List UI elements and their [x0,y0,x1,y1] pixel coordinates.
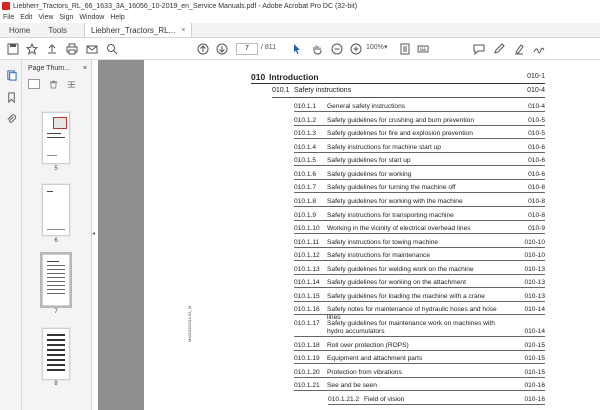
toc-entry[interactable] [294,290,545,302]
toc-entry-page: 010-14 [524,328,545,335]
close-tab-icon[interactable]: × [181,26,186,34]
toc-entry-page: 010-15 [524,355,545,362]
zoom-level[interactable]: 100% [366,44,384,51]
thumbnail-label: 6 [54,238,58,244]
pen-icon[interactable] [492,42,506,56]
toc-entry-number: 010.1.5 [294,157,316,164]
hand-tool-icon[interactable] [310,42,324,56]
tab-tools[interactable]: Tools [48,25,68,35]
previous-page-icon[interactable] [196,42,210,56]
select-cursor-icon[interactable] [290,42,304,56]
toc-entry-number: 010.1.4 [294,144,316,151]
page-thumbnails-icon[interactable] [4,68,18,82]
toc-entry[interactable] [294,168,545,180]
toc-entry[interactable] [294,263,545,275]
next-page-icon[interactable] [215,42,229,56]
toc-entry-page: 010-10 [524,239,545,246]
thumbnail-page[interactable] [42,184,70,236]
toc-entry-title: Safety instructions for towing machine [327,239,439,246]
toc-entry-title: Protection from vibrations [327,369,402,376]
toc-entry-title: Safety guidelines for working with the machine [327,198,463,205]
delete-page-icon[interactable] [48,79,58,89]
main-toolbar [0,38,600,60]
toc-entry-title: Safety guidelines for working on the attachment [327,279,466,286]
thumbnails-toolbar [22,76,91,92]
toc-entry[interactable] [294,303,545,321]
toc-entry-page: 010-4 [528,103,545,110]
thumbnails-title: Page Thum... [28,64,70,72]
star-icon[interactable] [25,42,39,56]
toc-entry-page: 010-16 [524,382,545,389]
toc-entry-number: 010.1.8 [294,198,316,205]
toc-entry-page: 010-6 [528,171,545,178]
search-icon[interactable] [105,42,119,56]
toc-entry-number: 010.1.20 [294,369,320,376]
sign-icon[interactable] [532,42,546,56]
toc-entry[interactable] [294,249,545,261]
comment-icon[interactable] [472,42,486,56]
toc-subentry-title: Field of vision [364,396,405,403]
toc-entry-title: Safety instructions for machine start up [327,144,441,151]
attachment-icon[interactable] [4,112,18,126]
toc-entry-number: 010.1.7 [294,184,316,191]
menu-window[interactable]: Window [79,14,105,21]
toc-section[interactable] [272,86,545,98]
toc-entry-title: Safety guidelines for maintenance work on machines with hydro accumulators [327,320,495,335]
section-title: Safety instructions [294,87,352,94]
toc-entry-title: Safety guidelines for fire and explosion prevention [327,130,473,137]
toc-entry[interactable] [294,339,545,351]
highlight-icon[interactable] [512,42,526,56]
menu-edit[interactable]: Edit [20,14,33,21]
toc-entry-title: Working in the vicinity of electrical overhead lines [327,225,471,232]
close-panel-icon[interactable]: × [82,64,87,72]
toc-entry-number: 010.1.3 [294,130,316,137]
section-number: 010.1 [272,87,290,94]
toc-entry-number: 010.1.19 [294,355,320,362]
toc-entry[interactable] [294,222,545,234]
toc-entry-title: Safety guidelines for welding work on the machine [327,266,474,273]
window-title: Liebherr_Tractors_RL_66_1633_3A_16056_10-2019_en_Service Manuals.pdf - Adobe Acrobat Pro DC (32-bit) [13,2,358,10]
toc-entry-title: Roll over protection (ROPS) [327,342,409,349]
toc-entry-title: Safety guidelines for working [327,171,412,178]
toc-entry[interactable] [294,181,545,193]
thumbnail-label: 7 [54,309,58,315]
toc-entry-title: Safety guidelines for loading the machine with a crane [327,293,485,300]
chapter-number: 010 [251,72,266,82]
toc-entry-page: 010-13 [524,266,545,273]
toc-entry-title: Safety guidelines for crushing and burn prevention [327,117,474,124]
toc-entry[interactable] [294,100,545,112]
toc-entry-page: 010-6 [528,144,545,151]
toc-entry[interactable] [294,236,545,248]
document-viewport[interactable] [98,60,600,410]
page-number-input[interactable]: 7 [236,43,258,55]
toc-entry-title: General safety instructions [327,103,406,110]
toc-entry[interactable] [294,352,545,364]
title-bar [0,0,600,12]
toc-entry-number: 010.1.18 [294,342,320,349]
toc-entry-number: 010.1.10 [294,225,320,232]
chapter-title: Introduction [269,72,319,82]
toc-entry-page: 010-5 [528,117,545,124]
toc-entry-number: 010.1.13 [294,266,320,273]
pdf-page [144,60,600,410]
menu-file[interactable]: File [3,14,15,21]
thumbnails-header [22,60,91,76]
toc-entry-page: 010-8 [528,198,545,205]
toc-entry[interactable] [294,195,545,207]
toc-chapter[interactable] [251,72,545,84]
toc-subentry[interactable] [328,393,545,405]
toc-entry-page: 010-13 [524,293,545,300]
zoom-in-icon[interactable] [349,42,363,56]
toc-entry-page: 010-9 [528,225,545,232]
keyboard-icon[interactable] [416,42,430,56]
collapse-panel-icon[interactable]: ◂ [92,231,96,237]
toc-subentry-page: 010-16 [524,396,545,403]
thumbnail-label: 5 [54,166,58,172]
toc-entry-number: 010.1.12 [294,252,320,259]
save-icon[interactable] [6,42,20,56]
thumbnail-page[interactable] [42,328,70,380]
toc-entry[interactable] [294,154,545,166]
left-rail [0,60,22,410]
zoom-dropdown-icon[interactable]: ▾ [384,44,388,51]
tab-home[interactable]: Home [9,25,31,35]
toc-entry-page: 010-5 [528,130,545,137]
toc-entry-page: 010-6 [528,157,545,164]
menu-view[interactable]: View [38,14,54,21]
thumbnail-page[interactable] [42,112,70,164]
chapter-page: 010-1 [527,73,545,80]
toc-entry-number: 010.1.21 [294,382,320,389]
menu-bar [0,12,600,23]
toc-entry[interactable] [294,276,545,288]
tab-document[interactable] [84,23,192,37]
toc-entry[interactable] [294,317,545,337]
email-icon[interactable] [85,42,99,56]
toc-entry-page: 010-15 [524,342,545,349]
toc-entry-page: 010-8 [528,212,545,219]
thumbnail-page-selected[interactable] [42,254,70,306]
page-total: / 811 [261,44,277,51]
document-side-id: MA0015/2016.03_M [187,305,192,342]
tab-bar [0,23,600,38]
toc-entry[interactable] [294,141,545,153]
page-fit-icon[interactable] [398,42,412,56]
toc-entry-page: 010-13 [524,279,545,286]
toc-entry-page: 010-14 [524,306,545,313]
section-page: 010-4 [527,87,545,94]
toc-entry[interactable] [294,209,545,221]
toc-entry[interactable] [294,114,545,126]
toc-entry-number: 010.1.16 [294,306,320,313]
thumbnail-options-icon[interactable] [28,79,40,89]
toc-entry-title: See and be seen [327,382,377,389]
tab-document-label: Liebherr_Tractors_RL... [91,25,176,35]
toc-entry-number: 010.1.2 [294,117,316,124]
toc-entry-page: 010-15 [524,369,545,376]
page-layout-icon[interactable] [66,79,76,89]
toc-entry-title: Safety instructions for maintenance [327,252,430,259]
toc-entry-number: 010.1.17 [294,320,320,327]
toc-entry-title: Safety notes for maintenance of hydraulic hoses and hose lines [327,306,497,321]
toc-entry[interactable] [294,379,545,391]
upload-icon[interactable] [45,42,59,56]
toc-entry-number: 010.1.1 [294,103,316,110]
toc-entry-page: 010-10 [524,252,545,259]
toc-entry-number: 010.1.14 [294,279,320,286]
toc-entry-title: Safety instructions for transporting machine [327,212,454,219]
toc-entry-page: 010-8 [528,184,545,191]
toc-entry[interactable] [294,127,545,139]
zoom-out-icon[interactable] [330,42,344,56]
toc-entry-title: Equipment and attachment parts [327,355,423,362]
toc-entry-title: Safety guidelines for start up [327,157,411,164]
thumbnail-label: 8 [54,381,58,387]
menu-help[interactable]: Help [110,14,125,21]
print-icon[interactable] [65,42,79,56]
toc-entry-title: Safety guidelines for turning the machine off [327,184,456,191]
toc-entry-number: 010.1.6 [294,171,316,178]
page-thumbnails-panel [22,60,92,410]
toc-entry-number: 010.1.15 [294,293,320,300]
toc-entry-number: 010.1.9 [294,212,316,219]
acrobat-app-icon [2,2,10,10]
toc-entry-number: 010.1.11 [294,239,320,246]
menu-sign[interactable]: Sign [59,14,74,21]
toc-subentry-number: 010.1.21.2 [328,396,360,403]
bookmark-icon[interactable] [4,90,18,104]
toc-entry[interactable] [294,366,545,378]
